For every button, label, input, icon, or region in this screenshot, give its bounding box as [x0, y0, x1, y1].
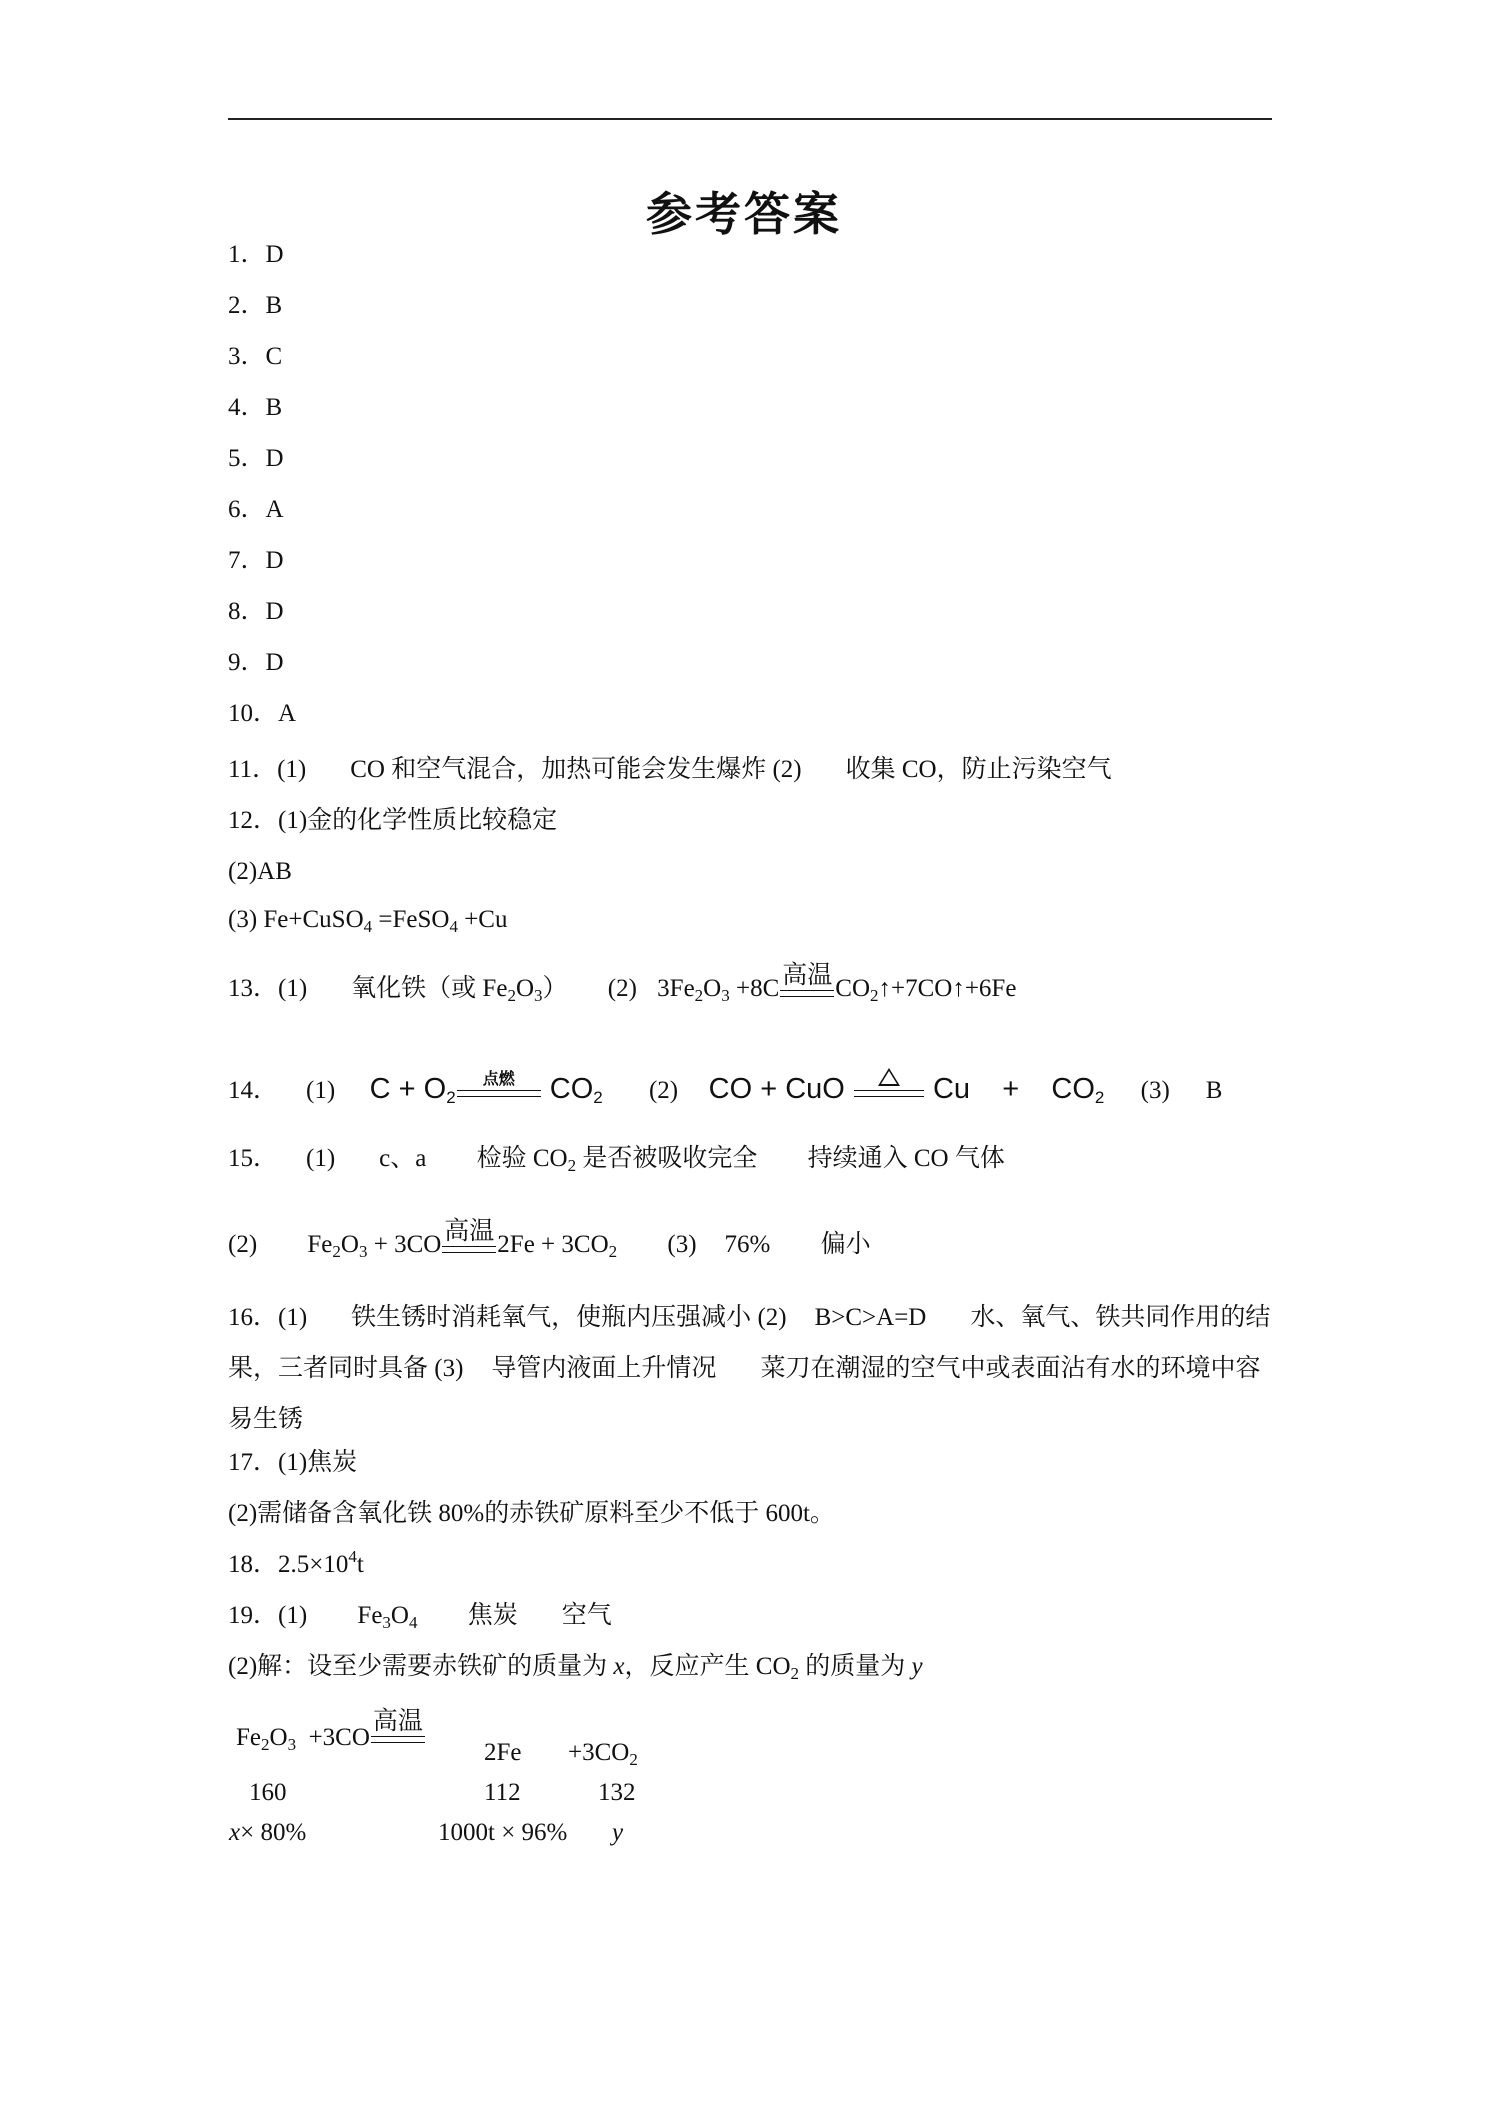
answer-3	[228, 340, 282, 374]
reaction-condition: 高温	[442, 1218, 496, 1262]
question-number: 11．	[228, 756, 278, 783]
answer-text: 持续通入 CO 气体	[807, 1145, 1005, 1172]
answer-5	[228, 442, 284, 476]
reaction-condition: 高温	[780, 962, 834, 1006]
part-label: (1)	[306, 1145, 336, 1172]
question-number: 2．	[228, 292, 266, 319]
header-rule	[228, 118, 1272, 120]
answer-6	[228, 493, 284, 527]
part-label: (1)	[277, 756, 307, 783]
question-number: 14．	[228, 1077, 279, 1104]
part-label: (2)	[607, 975, 637, 1002]
question-number: 13．	[228, 975, 279, 1002]
question-number: 5．	[228, 445, 266, 472]
solution-equation-fe: 2Fe	[484, 1739, 522, 1766]
chem-equation: $C + O_2$ 点燃 $CO_2$	[369, 1071, 603, 1107]
chem-equation: $Fe_2O_3 + 3CO$ 高温 $2Fe + 3CO_2$	[307, 1218, 618, 1261]
answer-text: CO 和空气混合，加热可能会发生爆炸	[350, 756, 767, 783]
unknown-ore-mass: x× 80%	[229, 1819, 307, 1846]
question-number: 17．	[228, 1449, 279, 1476]
answer-12-part3	[228, 903, 507, 937]
answer-8	[228, 595, 284, 629]
question-number: 12．	[228, 807, 279, 834]
question-number: 15．	[228, 1145, 279, 1172]
solution-equation-left: $Fe_2O_3 +3CO$ 高温	[236, 1708, 423, 1754]
reaction-condition: 点燃	[457, 1070, 541, 1108]
answer-19-solution: (2)解：设至少需要赤铁矿的质量为 x，反应产生 $CO_2$ 的质量为 y	[228, 1653, 923, 1683]
heat-triangle-icon	[878, 1068, 900, 1086]
answer-19-part1	[228, 1599, 612, 1633]
part-label: (2)	[648, 1077, 679, 1104]
answer-text: 氧化铁（或 $Fe_2O_3$）	[351, 975, 568, 1005]
part-label: (1)	[278, 975, 308, 1002]
question-number: 10．	[228, 700, 279, 727]
question-number: 18．	[228, 1551, 279, 1578]
part-label: (3)	[228, 906, 258, 933]
question-number: 1．	[228, 241, 266, 268]
question-number: 6．	[228, 496, 266, 523]
answer-text: $Fe_3O_4$	[357, 1602, 418, 1632]
question-number: 19．	[228, 1602, 279, 1629]
answer-text: 偏小	[820, 1231, 871, 1258]
part-label: (3)	[667, 1231, 697, 1258]
solution-equation-co2: $+3CO_2$	[568, 1739, 638, 1769]
part-label: (2)	[757, 1304, 787, 1331]
chem-equation: CO + CuO Cu + $CO_2$	[709, 1073, 1105, 1105]
part-label: (1)	[278, 1304, 308, 1331]
answer-13	[228, 962, 1016, 1006]
unknown-co2-mass: y	[612, 1819, 624, 1846]
answer-text: D	[265, 241, 284, 268]
reaction-condition	[854, 1068, 924, 1108]
answer-14	[228, 1068, 1222, 1108]
answer-text: D	[265, 649, 284, 676]
answer-4	[228, 391, 282, 425]
question-number: 16．	[228, 1304, 279, 1331]
part-label: (3)	[1140, 1077, 1170, 1104]
answer-text: 导管内液面上升情况	[491, 1355, 717, 1382]
answer-text: B>C>A=D	[814, 1304, 927, 1331]
part-label: (3)	[434, 1355, 464, 1382]
part-label: (1)	[306, 1077, 336, 1104]
answer-text: $2.5\times 10^4t$	[278, 1547, 364, 1578]
answer-17-part1	[228, 1446, 357, 1480]
page-title: 参考答案	[646, 189, 842, 240]
answer-text: 76%	[724, 1231, 771, 1258]
answer-text: A	[265, 496, 284, 523]
molar-mass-co2: 132	[598, 1779, 636, 1806]
answer-text: 收集 CO，防止污染空气	[845, 756, 1112, 783]
reaction-condition: 高温	[371, 1708, 425, 1755]
answer-16	[228, 1292, 1278, 1445]
answer-text: D	[265, 598, 284, 625]
answer-12-part1	[228, 804, 557, 838]
answer-text: D	[265, 547, 284, 574]
answer-text: 空气	[561, 1602, 612, 1629]
answer-10	[228, 697, 296, 731]
answer-text: B	[265, 394, 283, 421]
answer-11	[228, 753, 1112, 787]
answer-17-part2: (2)需储备含氧化铁 80%的赤铁矿原料至少不低于 600t。	[228, 1500, 835, 1527]
question-number: 8．	[228, 598, 266, 625]
molar-mass-fe: 112	[484, 1779, 521, 1806]
answer-text: (1)焦炭	[278, 1449, 358, 1476]
answer-text: c、a	[379, 1145, 427, 1172]
answer-text: 菜刀在潮湿的空气中或表面沾有水的环境中容易生锈	[228, 1355, 1261, 1433]
answer-15-part2	[228, 1218, 871, 1262]
question-number: 7．	[228, 547, 266, 574]
question-number: 9．	[228, 649, 266, 676]
part-label: (1)	[278, 1602, 308, 1629]
answer-12-part2: (2)AB	[228, 858, 292, 885]
answer-text: D	[265, 445, 284, 472]
answer-1	[228, 238, 284, 272]
answer-text: C	[265, 343, 283, 370]
answer-text: 铁生锈时消耗氧气，使瓶内压强减小	[351, 1304, 752, 1331]
question-number: 4．	[228, 394, 266, 421]
answer-text: 检验 $CO_2$ 是否被吸收完全	[476, 1145, 758, 1175]
answer-text: 焦炭	[467, 1602, 518, 1629]
question-number: 3．	[228, 343, 266, 370]
molar-mass-fe2o3: 160	[249, 1779, 287, 1806]
answer-text: B	[265, 292, 283, 319]
answer-9	[228, 646, 284, 680]
answer-18	[228, 1548, 364, 1582]
part-label: (2)	[772, 756, 802, 783]
answer-text: B	[1205, 1077, 1223, 1104]
answer-text: 水、氧气、铁共同作用的结果，三者同时具备	[228, 1304, 1271, 1382]
answer-2	[228, 289, 282, 323]
answer-7	[228, 544, 284, 578]
chem-equation: $3Fe_2O_3 +8C$ 高温 $CO_2↑+7CO↑+6Fe$	[657, 962, 1017, 1005]
chem-equation: Fe+CuSO$_4$ =FeSO$_4$ +Cu	[263, 906, 508, 936]
answer-15-part1	[228, 1142, 1005, 1176]
answer-text: A	[278, 700, 297, 727]
iron-mass: 1000t × 96%	[438, 1819, 568, 1846]
part-label: (2)	[228, 1231, 258, 1258]
answer-text: (1)金的化学性质比较稳定	[278, 807, 558, 834]
